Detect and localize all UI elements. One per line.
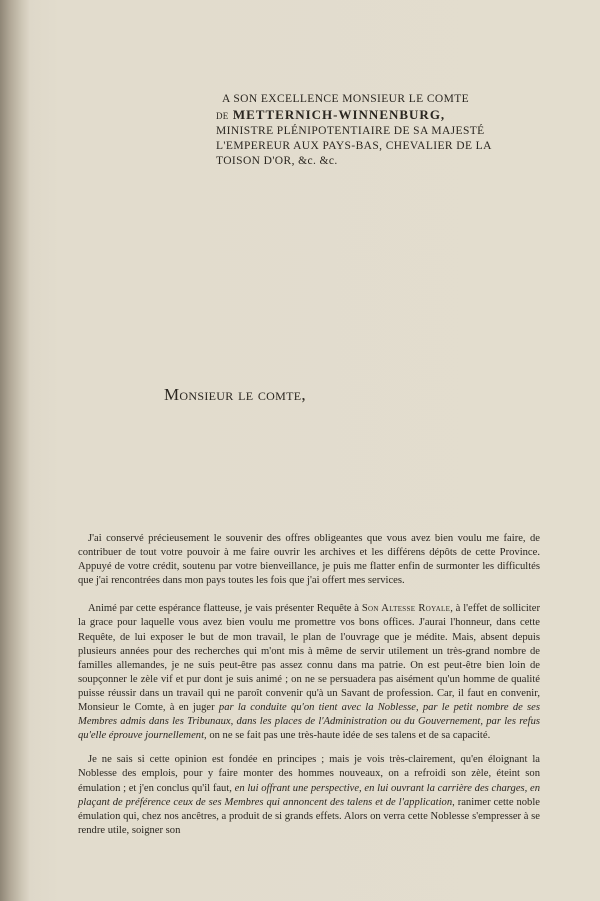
header-line-4: L'EMPEREUR AUX PAYS-BAS, CHEVALIER DE LA: [216, 140, 492, 152]
p2-text-a: Animé par cette espérance flatteuse, je vais présenter Requête à: [88, 603, 362, 615]
p3-text-b: , ranimer cette noble émulation qui, chez nos ancêtres, a produit de si grands effets. Alors on verra cette Noblesse s'empresser à se rendre utile, soigner son: [78, 796, 540, 836]
header-de: DE: [216, 111, 229, 121]
paragraph-1: J'ai conservé précieusement le souvenir des offres obligeantes que vous avez bien voulu me faire, de contribuer de tout votre pouvoir à me faire ouvrir les archives et les différens dépôts de cette Province. Appuyé de votre crédit, soutenu par votre bienveillance, je puis me flatter enfin de surmonter les difficultés que j'ai rencontrées dans mon pays toutes les fois que j'ai offert mes services.: [78, 533, 540, 587]
p3-text-a: Je ne sais si cette opinion est fondée en principes ; mais je vois très-clairement, qu'en éloignant la Noblesse des emplois, pour y faire monter des hommes nouveaux, on a refroidi son zèle, éteint son émulation ; et j'en conclus qu'il faut,: [78, 754, 540, 794]
p2-italic: par la conduite qu'on tient avec la Noblesse, par le petit nombre de ses Membres admis dans les Tribunaux, dans les places de l'Administration ou du Gouvernement, par les refus qu'elle éprouve journellement: [78, 702, 540, 742]
p2-text-c: , on ne se fait pas une très-haute idée de ses talens et de sa capacité.: [204, 730, 491, 742]
letter-body: [78, 532, 540, 848]
p2-altesse: Son Altesse Royale: [361, 603, 451, 615]
header-line-2: [216, 107, 546, 124]
header-name: METTERNICH-WINNENBURG,: [232, 107, 446, 122]
p3-italic: en lui offrant une perspective, en lui ouvrant la carrière des charges, en plaçant de préférence ceux de ses Membres qui annoncent des talens et de l'application: [78, 782, 540, 808]
p2-text-b: , à l'effet de solliciter la grace pour laquelle vous avez bien voulu me promettre vos bons offices. J'aurai l'honneur, dans cette Requête, de lui exposer le but de mon travail, le plan de l'ouvrage que je médite. Mais, absent depuis plusieurs années pour des recherches qui m'ont mis à même de servir utilement un très-grand nombre de familles allemandes, je ne suis peut-être pas assez connu dans ma patrie. On est peut-être bien loin de soupçonner le zèle vif et pur dont je suis animé ; on ne se persuadera pas aisément qu'un homme de qualité puisse réussir dans un travail qui ne paroît convenir qu'à un Savant de profession. Car, il faut en convenir, Monsieur le Comte, à en juger: [78, 603, 540, 714]
header-line-1: A SON EXCELLENCE MONSIEUR LE COMTE: [222, 93, 470, 105]
paragraph-3: [78, 753, 540, 838]
header-line-5: TOISON D'OR, &c. &c.: [216, 155, 338, 167]
dedication-header: [216, 92, 546, 169]
book-page: [26, 0, 600, 901]
header-line-3: MINISTRE PLÉNIPOTENTIAIRE DE SA MAJESTÉ: [216, 125, 485, 137]
paragraph-2: [78, 602, 540, 743]
salutation: Monsieur le comte,: [164, 385, 306, 404]
